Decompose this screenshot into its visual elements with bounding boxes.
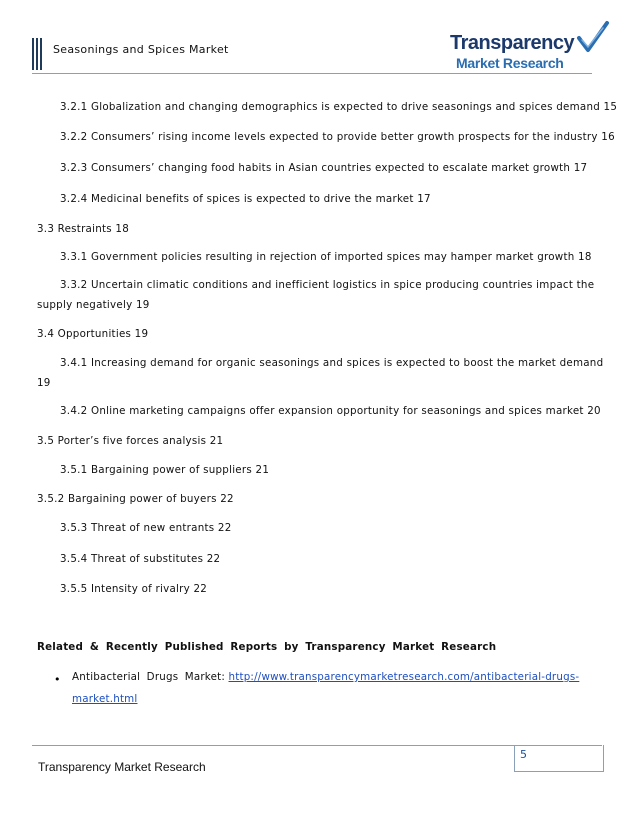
toc-entry: 3.5.1 Bargaining power of suppliers 21 [60, 464, 270, 476]
toc-entry: 3.5.3 Threat of new entrants 22 [60, 522, 232, 534]
toc-entry-continuation: supply negatively 19 [37, 299, 150, 311]
toc-entry-continuation: 19 [37, 377, 51, 389]
toc-entry: 3.5.2 Bargaining power of buyers 22 [37, 493, 234, 505]
related-report-item [72, 671, 579, 683]
toc-entry: 3.5 Porter’s five forces analysis 21 [37, 435, 224, 447]
toc-entry: 3.4.2 Online marketing campaigns offer expansion opportunity for seasonings and spices market 20 [60, 405, 601, 417]
report-label: Antibacterial Drugs Market: [72, 671, 226, 683]
report-link-continuation[interactable]: market.html [72, 693, 138, 705]
report-link[interactable]: http://www.transparencymarketresearch.com/antibacterial-drugs- [228, 671, 580, 683]
footer-text: Transparency Market Research [38, 760, 206, 774]
toc-entry: 3.2.2 Consumers’ rising income levels expected to provide better growth prospects for the industry 16 [60, 131, 615, 143]
header-title: Seasonings and Spices Market [53, 43, 229, 56]
toc-entry: 3.4 Opportunities 19 [37, 328, 149, 340]
toc-entry: 3.3 Restraints 18 [37, 223, 130, 235]
related-reports-heading: Related & Recently Published Reports by Transparency Market Research [37, 641, 497, 653]
related-report-item-continuation [72, 693, 137, 705]
page-number-box [514, 745, 604, 772]
toc-entry: 3.5.5 Intensity of rivalry 22 [60, 583, 208, 595]
toc-entry: 3.4.1 Increasing demand for organic seasonings and spices is expected to boost the market demand [60, 357, 604, 369]
logo-sub-text: Market Research [456, 55, 564, 71]
logo-main-text: Transparency [450, 32, 575, 54]
company-logo [450, 18, 610, 76]
toc-entry: 3.3.2 Uncertain climatic conditions and inefficient logistics in spice producing countries impact the [60, 279, 595, 291]
toc-entry: 3.2.4 Medicinal benefits of spices is expected to drive the market 17 [60, 193, 431, 205]
toc-entry: 3.5.4 Threat of substitutes 22 [60, 553, 221, 565]
toc-entry: 3.2.3 Consumers’ changing food habits in Asian countries expected to escalate market growth 17 [60, 162, 588, 174]
header-bars-decoration [32, 38, 44, 70]
toc-entry: 3.3.1 Government policies resulting in rejection of imported spices may hamper market growth 18 [60, 251, 592, 263]
checkmark-icon [576, 20, 610, 56]
toc-entry: 3.2.1 Globalization and changing demographics is expected to drive seasonings and spices demand 15 [60, 101, 618, 113]
page-number: 5 [520, 748, 527, 761]
bullet-icon: • [54, 673, 61, 686]
header-divider [32, 73, 592, 74]
